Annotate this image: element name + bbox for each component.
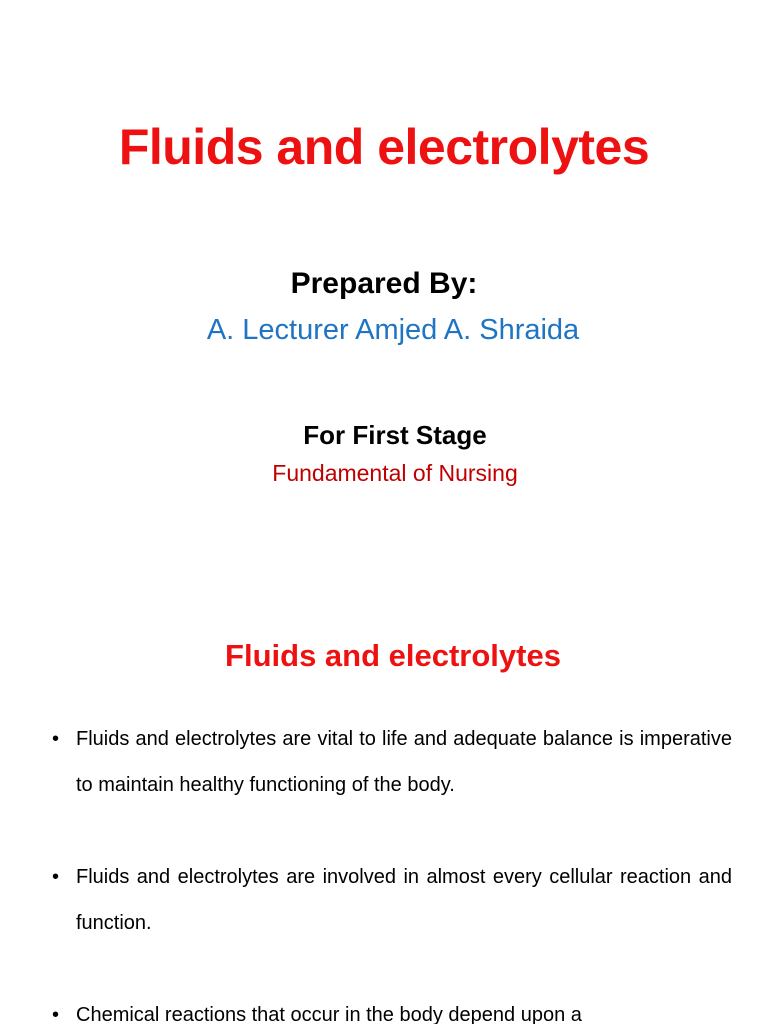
bullet-text: Fluids and electrolytes are involved in almost every cellular reaction and function.	[76, 866, 732, 934]
content-slide	[0, 576, 768, 1024]
bullet-text: Fluids and electrolytes are vital to life and adequate balance is imperative to maintain healthy functioning of the body.	[76, 728, 732, 796]
course-name: Fundamental of Nursing	[272, 460, 518, 486]
bullet-item	[48, 716, 732, 808]
author-name: A. Lecturer Amjed A. Shraida	[206, 314, 580, 346]
bullet-icon: •	[52, 1004, 60, 1024]
bullet-text: Chemical reactions that occur in the body depend upon a	[76, 1004, 582, 1024]
bullet-list	[48, 716, 732, 1024]
prepared-by-label: Prepared By:	[290, 267, 478, 300]
slide-heading: Fluids and electrolytes	[225, 638, 561, 673]
bullet-icon: •	[52, 866, 60, 888]
bullet-icon: •	[52, 728, 60, 750]
stage-label: For First Stage	[303, 420, 487, 450]
bullet-item	[48, 854, 732, 946]
bullet-item	[48, 992, 732, 1024]
slide-title: Fluids and electrolytes	[118, 119, 650, 175]
